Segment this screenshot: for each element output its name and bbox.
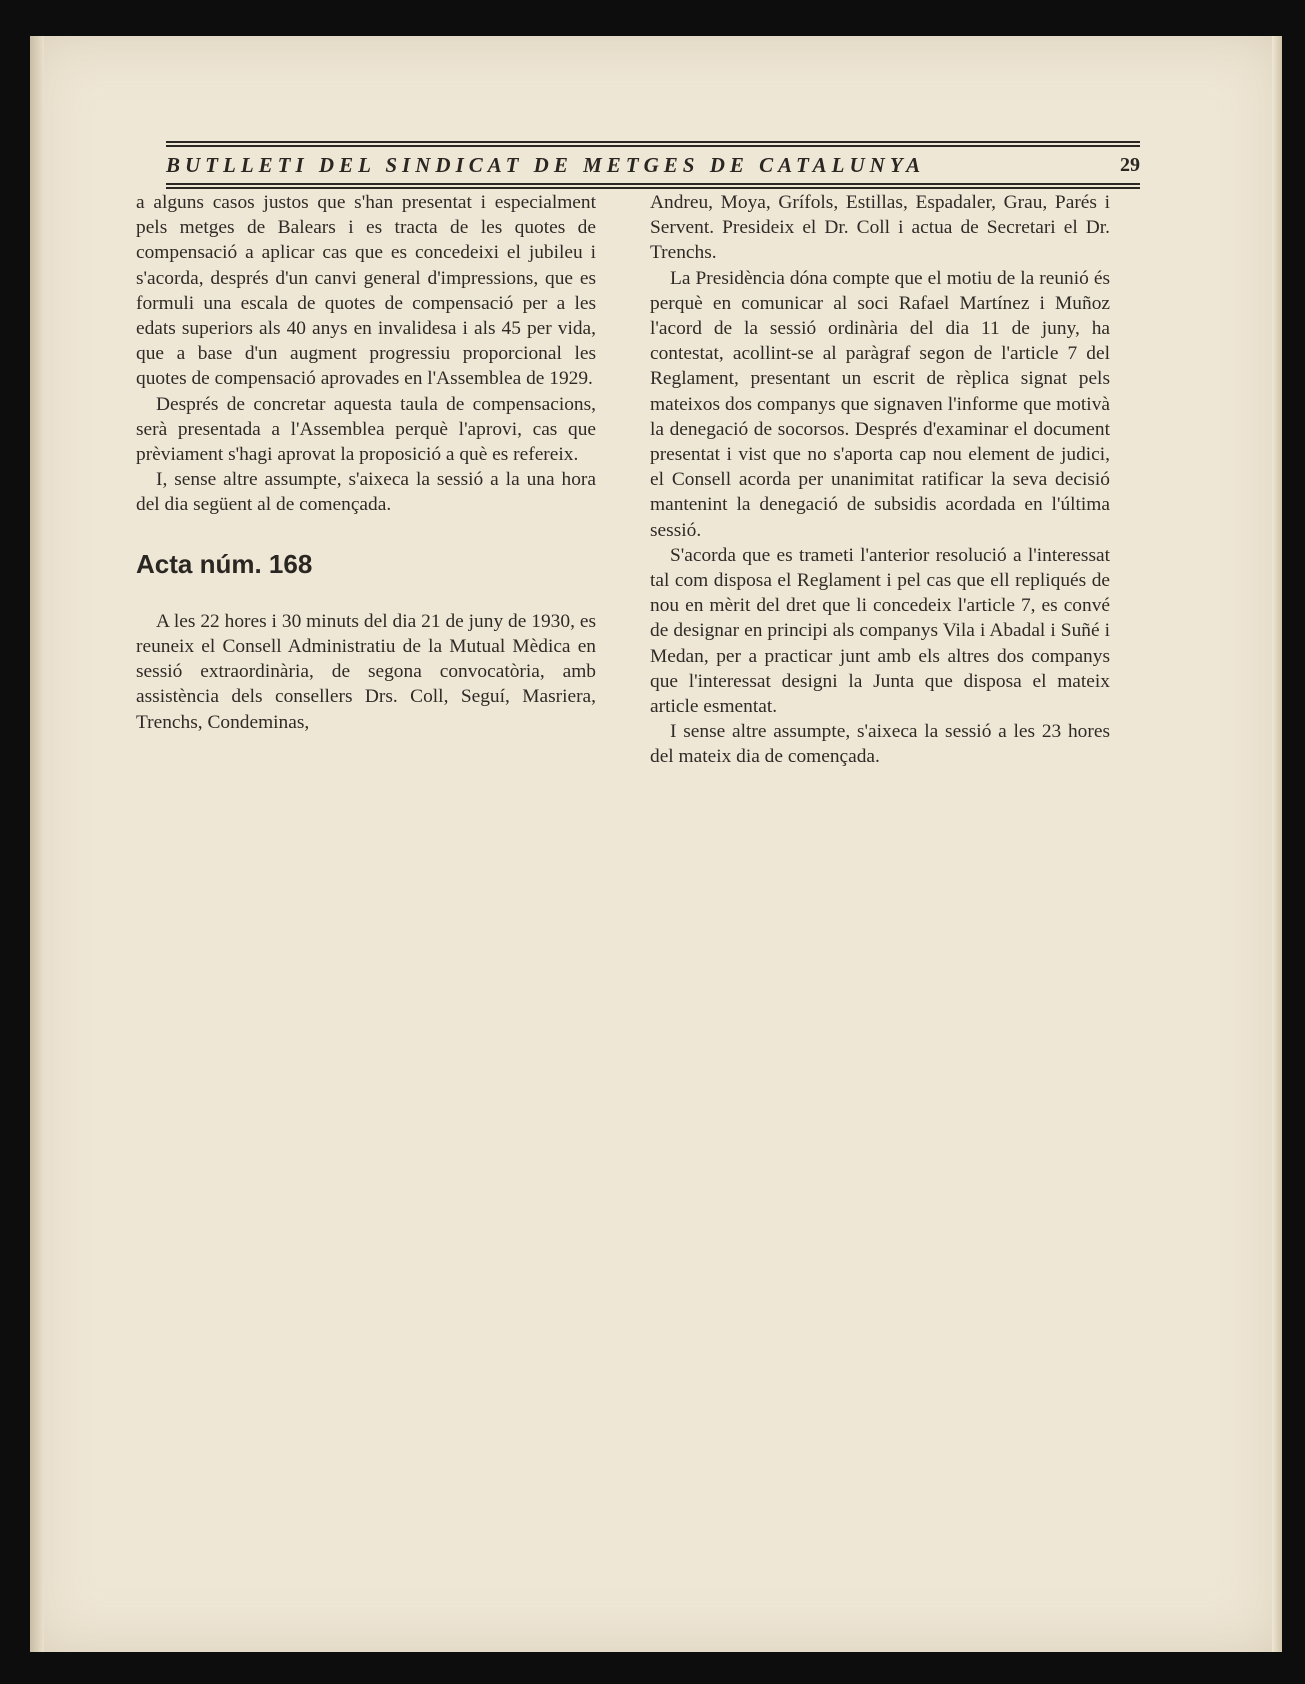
paragraph: Andreu, Moya, Grífols, Estillas, Espadaler, Grau, Parés i Servent. Presideix el Dr. Coll i actua de Secretari el Dr. Trenchs. (650, 192, 1110, 264)
paragraph: a alguns casos justos que s'han presentat i especialment pels metges de Balears i es tracta de les quotes de compensació a aplicar cas que es concedeixi el jubileu i s'acorda, després d'un canvi general d'impressions, que es formuli una escala de quotes de compensació per a les edats superiors als 40 anys en invalidesa i als 45 per vida, que a base d'un augment progressiu proporcional les quotes de compensació aprovades en l'Assemblea de 1929. (136, 192, 596, 390)
right-column (650, 190, 1110, 770)
paragraph: S'acorda que es trameti l'anterior resolució a l'interessat tal com disposa el Reglament i pel cas que ell repliqués de nou en mèrit del dret que li concedeix l'article 7, es convé de designar en principi als companys Vila i Abadal i Suñé i Medan, per a practicar junt amb els altres dos companys que l'interessat designi la Junta que disposa el mateix article esmentat. (650, 544, 1110, 718)
paragraph: Després de concretar aquesta taula de compensacions, serà presentada a l'Assemblea perquè l'aprovi, cas que prèviament s'hagi aprovat la proposició a què es refereix. (136, 393, 596, 466)
left-column (136, 190, 596, 770)
running-head-row (166, 147, 1140, 183)
text-columns (136, 190, 1110, 770)
section-heading: Acta núm. 168 (136, 548, 313, 579)
paragraph: I, sense altre assumpte, s'aixeca la sessió a la una hora del dia següent al de començada. (136, 469, 596, 516)
header-rule-bottom (166, 183, 1140, 189)
paragraph: I sense altre assumpte, s'aixeca la sessió a les 23 hores del mateix dia de començada. (650, 721, 1110, 768)
page-number: 29 (1120, 153, 1140, 176)
running-head (166, 141, 1140, 189)
paragraph: La Presidència dóna compte que el motiu de la reunió és perquè en comunicar al soci Rafael Martínez i Muñoz l'acord de la sessió ordinària del dia 11 de juny, ha contestat, acollint-se al paràgraf segon de l'article 7 del Reglament, presentant un escrit de rèplica signat pels mateixos dos companys que signaven l'informe que motivà la denegació de socorsos. Després d'examinar el document presentat i vist que no s'aporta cap nou element de judici, el Consell acorda per unanimitat ratificar la seva decisió mantenint la denegació de subsidis acordada en l'última sessió. (650, 267, 1110, 541)
journal-title: BUTLLETI DEL SINDICAT DE METGES DE CATALUNYA (166, 152, 926, 177)
paragraph: A les 22 hores i 30 minuts del dia 21 de juny de 1930, es reuneix el Consell Administratiu de la Mutual Mèdica en sessió extraordinària, de segona convocatòria, amb assistència dels consellers Drs. Coll, Seguí, Masriera, Trenchs, Condeminas, (136, 610, 596, 733)
